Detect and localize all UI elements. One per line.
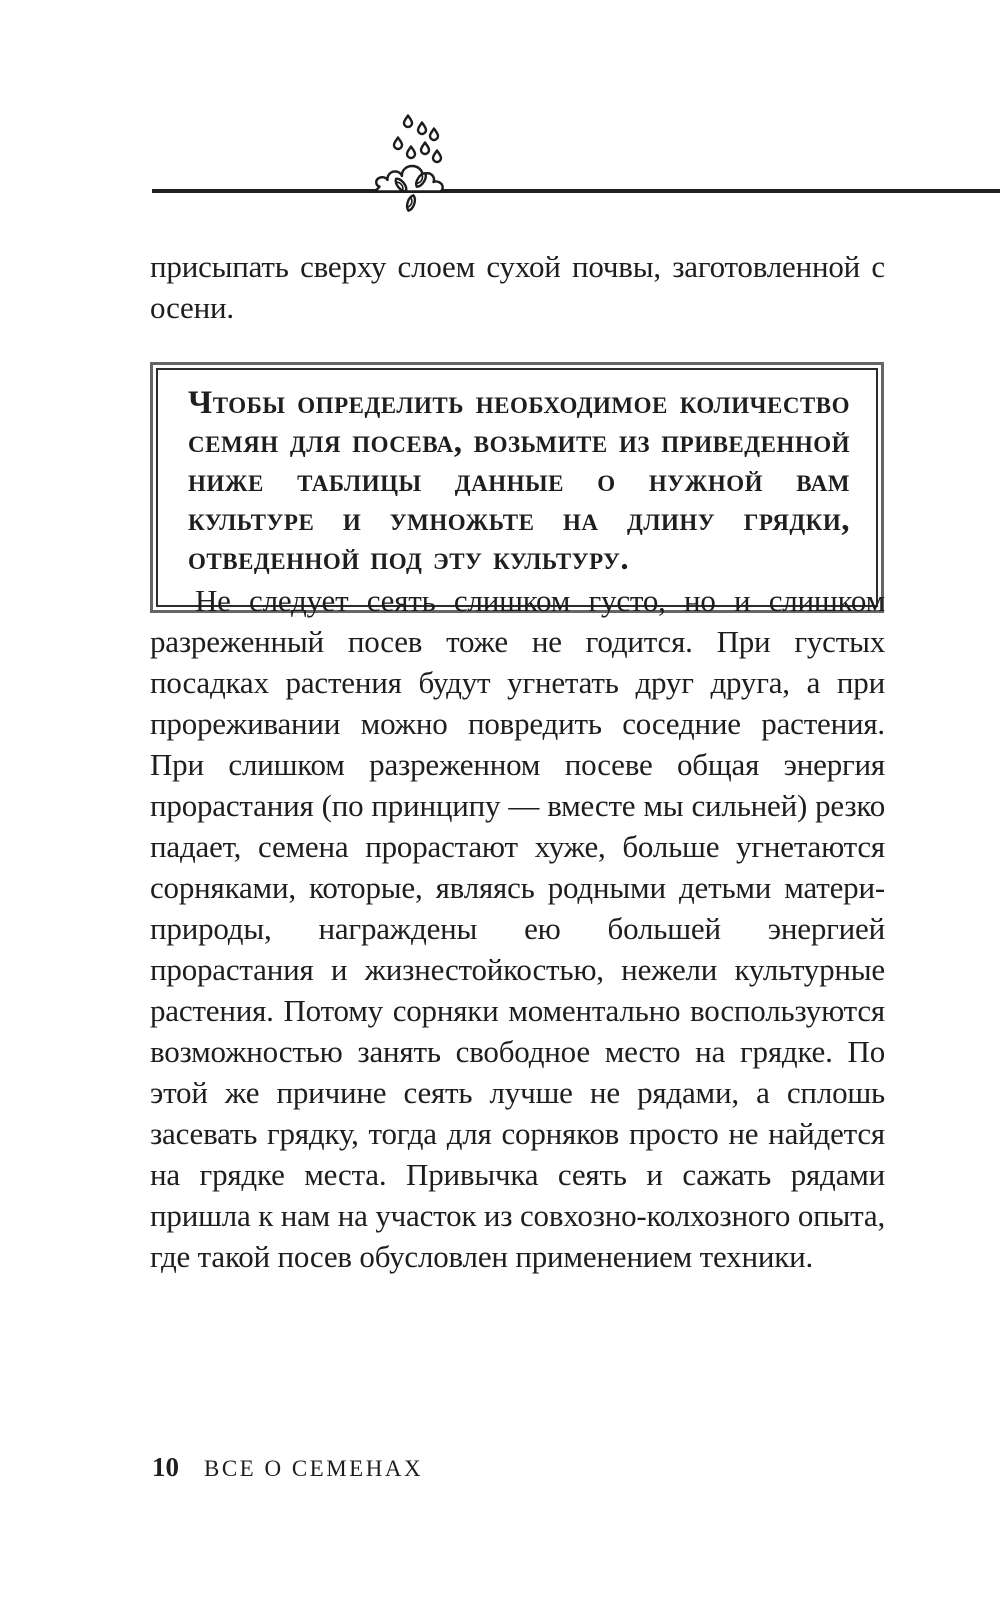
- seed-icon: [405, 194, 416, 211]
- rain-drops-over-sown-soil-ornament-icon: [365, 103, 465, 218]
- running-title: ВСЕ О СЕМЕНАХ: [204, 1456, 424, 1481]
- continuation-paragraph: присыпать сверху слоем сухой почвы, заготовленной с осени.: [150, 249, 885, 325]
- decorative-rule: [152, 189, 1000, 193]
- soil-mound-icon: [373, 166, 443, 192]
- body-paragraph: Не следует сеять слишком густо, но и слишком разреженный посев тоже не годится. При густых посадках растения будут угнетать друг друга, а при прореживании можно повредить соседние растения. При слишком разреженном посеве общая энергия прорастания (по принципу — вместе мы сильней) резко падает, семена прорастают хуже, больше угнетаются сорняками, которые, являясь родными детьми матери-природы, награждены ею большей энергией прорастания и жизнестойкостью, нежели культурные растения. Потому сорняки моментально воспользуются возможностью занять свободное место на грядке. По этой же причине сеять лучше не рядами, а сплошь засевать грядку, тогда для сорняков просто не найдется на грядке места. Привычка сеять и сажать рядами пришла к нам на участок из совхозно-колхозного опыта, где такой посев обусловлен применением техники.: [150, 583, 885, 1274]
- callout-text: Чтобы определить необходимое количество семян для посева, возьмите из приведенной ниже таблицы данные о нужной вам культуре и умножьте на длину грядки, отведенной под эту культуру.: [188, 385, 850, 577]
- rain-drops-icon: [394, 116, 441, 163]
- page-number: 10: [152, 1452, 179, 1482]
- page-footer: [152, 1452, 423, 1483]
- callout-box-inner: [156, 368, 878, 607]
- callout-box: [150, 362, 884, 613]
